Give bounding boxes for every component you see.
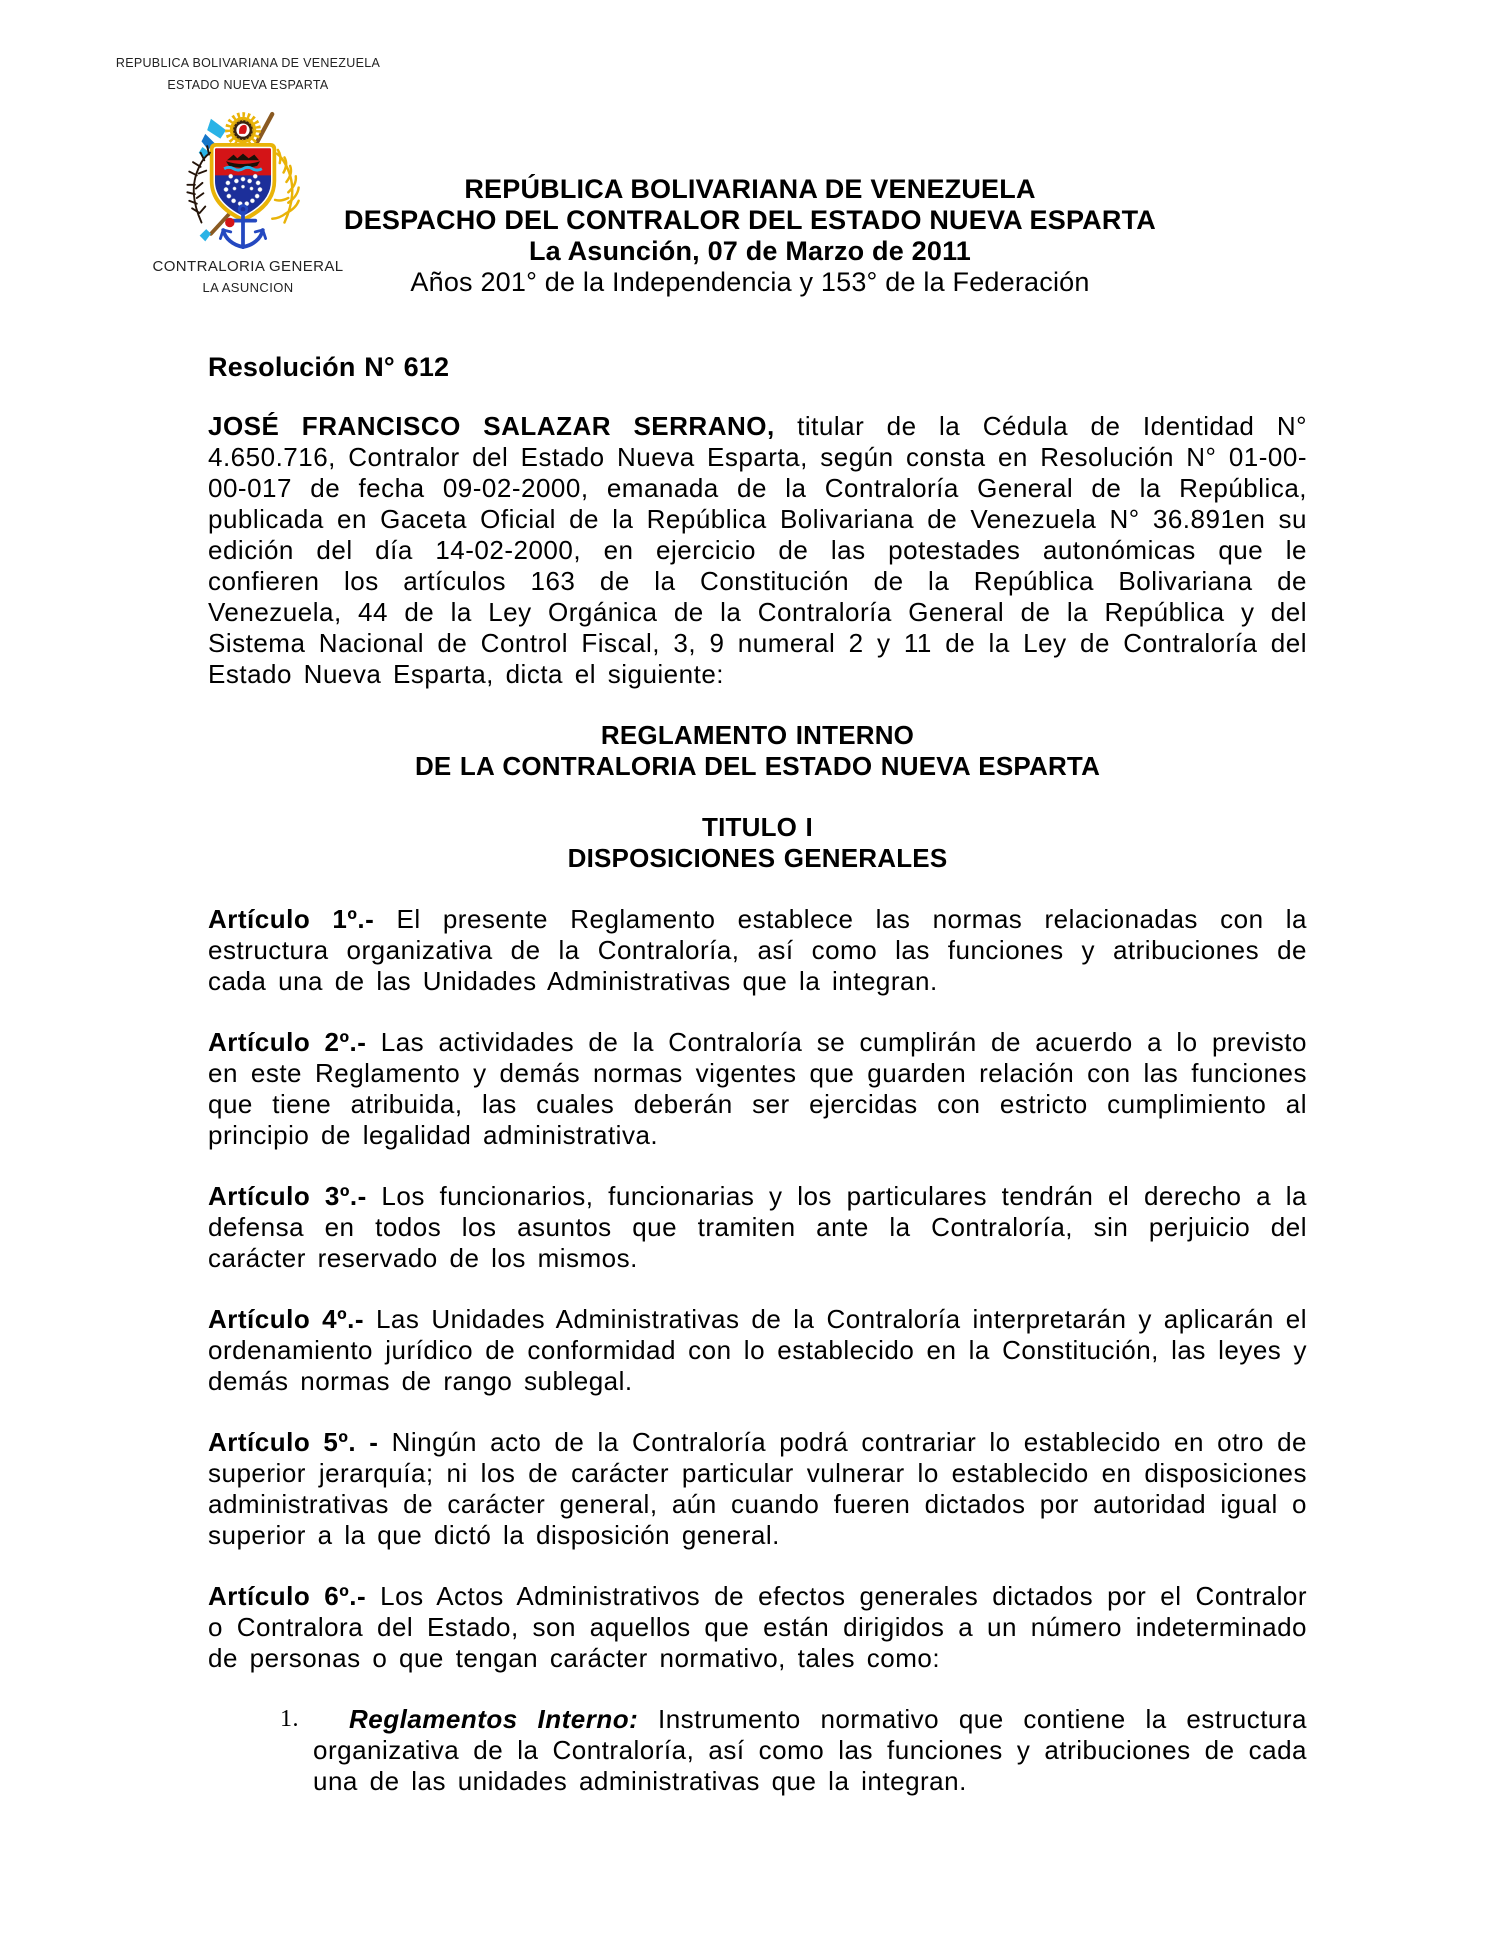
- list-item-1-term: Reglamentos Interno:: [349, 1704, 639, 1734]
- article-2: [208, 1027, 1307, 1151]
- resolution-title: Resolución N° 612: [208, 352, 450, 382]
- sunburst-icon: [229, 116, 257, 144]
- article-5: [208, 1427, 1307, 1551]
- article-6-text: Los Actos Administrativos de efectos generales dictados por el Contralor o Contralora del Estado, son aquellos que están dirigidos a un número indeterminado de personas o que tengan carácter normativo, tales como:: [208, 1581, 1307, 1673]
- heading-titulo-line2: DISPOSICIONES GENERALES: [567, 843, 948, 873]
- heading-reglamento-line1: REGLAMENTO INTERNO: [600, 720, 915, 750]
- header-years: Años 201° de la Independencia y 153° de la Federación: [410, 267, 1090, 297]
- emblem-caption-city: LA ASUNCION: [202, 280, 294, 295]
- heading-titulo-1: [208, 812, 1307, 874]
- intro-text: titular de la Cédula de Identidad N° 4.650.716, Contralor del Estado Nueva Esparta, según consta en Resolución N° 01-00-00-017 de fecha 09-02-2000, emanada de la Contraloría General de la República, publicada en Gaceta Oficial de la República Bolivariana de Venezuela N° 36.891en su edición del día 14-02-2000, en ejercicio de las potestades autonómicas que le confieren los artículos 163 de la Constitución de la República Bolivariana de Venezuela, 44 de la Ley Orgánica de la Contraloría General de la República y del Sistema Nacional de Control Fiscal, 3, 9 numeral 2 y 11 de la Ley de Contraloría del Estado Nueva Esparta, dicta el siguiente:: [208, 411, 1307, 689]
- article-5-text: Ningún acto de la Contraloría podrá contrariar lo establecido en otro de superior jerarquía; ni los de carácter particular vulnerar lo establecido en disposiciones administrativas de carácter general, aún cuando fueren dictados por autoridad igual o superior a la que dictó la disposición general.: [208, 1427, 1307, 1550]
- letterhead-country: REPUBLICA BOLIVARIANA DE VENEZUELA: [115, 56, 381, 70]
- contralor-name: JOSÉ FRANCISCO SALAZAR SERRANO,: [208, 411, 775, 441]
- header-date: La Asunción, 07 de Marzo de 2011: [528, 236, 972, 266]
- article-1-text: El presente Reglamento establece las normas relacionadas con la estructura organizativa de la Contraloría, así como las funciones y atribuciones de cada una de las Unidades Administrativas que la integran.: [208, 904, 1307, 996]
- article-3: [208, 1181, 1307, 1274]
- article-6: [208, 1581, 1307, 1674]
- article-3-text: Los funcionarios, funcionarias y los particulares tendrán el derecho a la defensa en todos los asuntos que tramiten ante la Contraloría, sin perjuicio del carácter reservado de los mismos.: [208, 1181, 1307, 1273]
- article-4-label: Artículo 4º.-: [208, 1304, 365, 1334]
- heading-reglamento: [208, 720, 1307, 782]
- article-6-label: Artículo 6º.-: [208, 1581, 367, 1611]
- article-4: [208, 1304, 1307, 1397]
- heading-titulo-line1: TITULO I: [702, 812, 813, 842]
- article-1-label: Artículo 1º.-: [208, 904, 375, 934]
- article-2-text: Las actividades de la Contraloría se cumplirán de acuerdo a lo previsto en este Reglamento y demás normas vigentes que guarden relación con las funciones que tiene atribuida, las cuales deberán ser ejercidas con estricto cumplimiento al principio de legalidad administrativa.: [208, 1027, 1307, 1150]
- list-item-1-number: 1.: [280, 1706, 299, 1732]
- intro-paragraph: [208, 411, 1307, 690]
- list-item-1: [208, 1704, 1307, 1797]
- header-republic: REPÚBLICA BOLIVARIANA DE VENEZUELA: [464, 174, 1036, 204]
- article-4-text: Las Unidades Administrativas de la Contraloría interpretarán y aplicarán el ordenamiento jurídico de conformidad con lo establecido en la Constitución, las leyes y demás normas de rango sublegal.: [208, 1304, 1307, 1396]
- letterhead-state: ESTADO NUEVA ESPARTA: [167, 78, 329, 92]
- header-office: DESPACHO DEL CONTRALOR DEL ESTADO NUEVA ESPARTA: [344, 205, 1156, 235]
- heading-reglamento-line2: DE LA CONTRALORIA DEL ESTADO NUEVA ESPARTA: [414, 751, 1101, 781]
- article-3-label: Artículo 3º.-: [208, 1181, 367, 1211]
- document-header: [0, 174, 1500, 298]
- article-5-label: Artículo 5º. -: [208, 1427, 379, 1457]
- article-1: [208, 904, 1307, 997]
- list-item-1-text: Instrumento normativo que contiene la estructura organizativa de la Contraloría, así como las funciones y atribuciones de cada una de las unidades administrativas que la integran.: [313, 1704, 1308, 1796]
- emblem-caption-office: CONTRALORIA GENERAL: [152, 258, 344, 275]
- article-2-label: Artículo 2º.-: [208, 1027, 367, 1057]
- document-body: [208, 352, 1307, 1797]
